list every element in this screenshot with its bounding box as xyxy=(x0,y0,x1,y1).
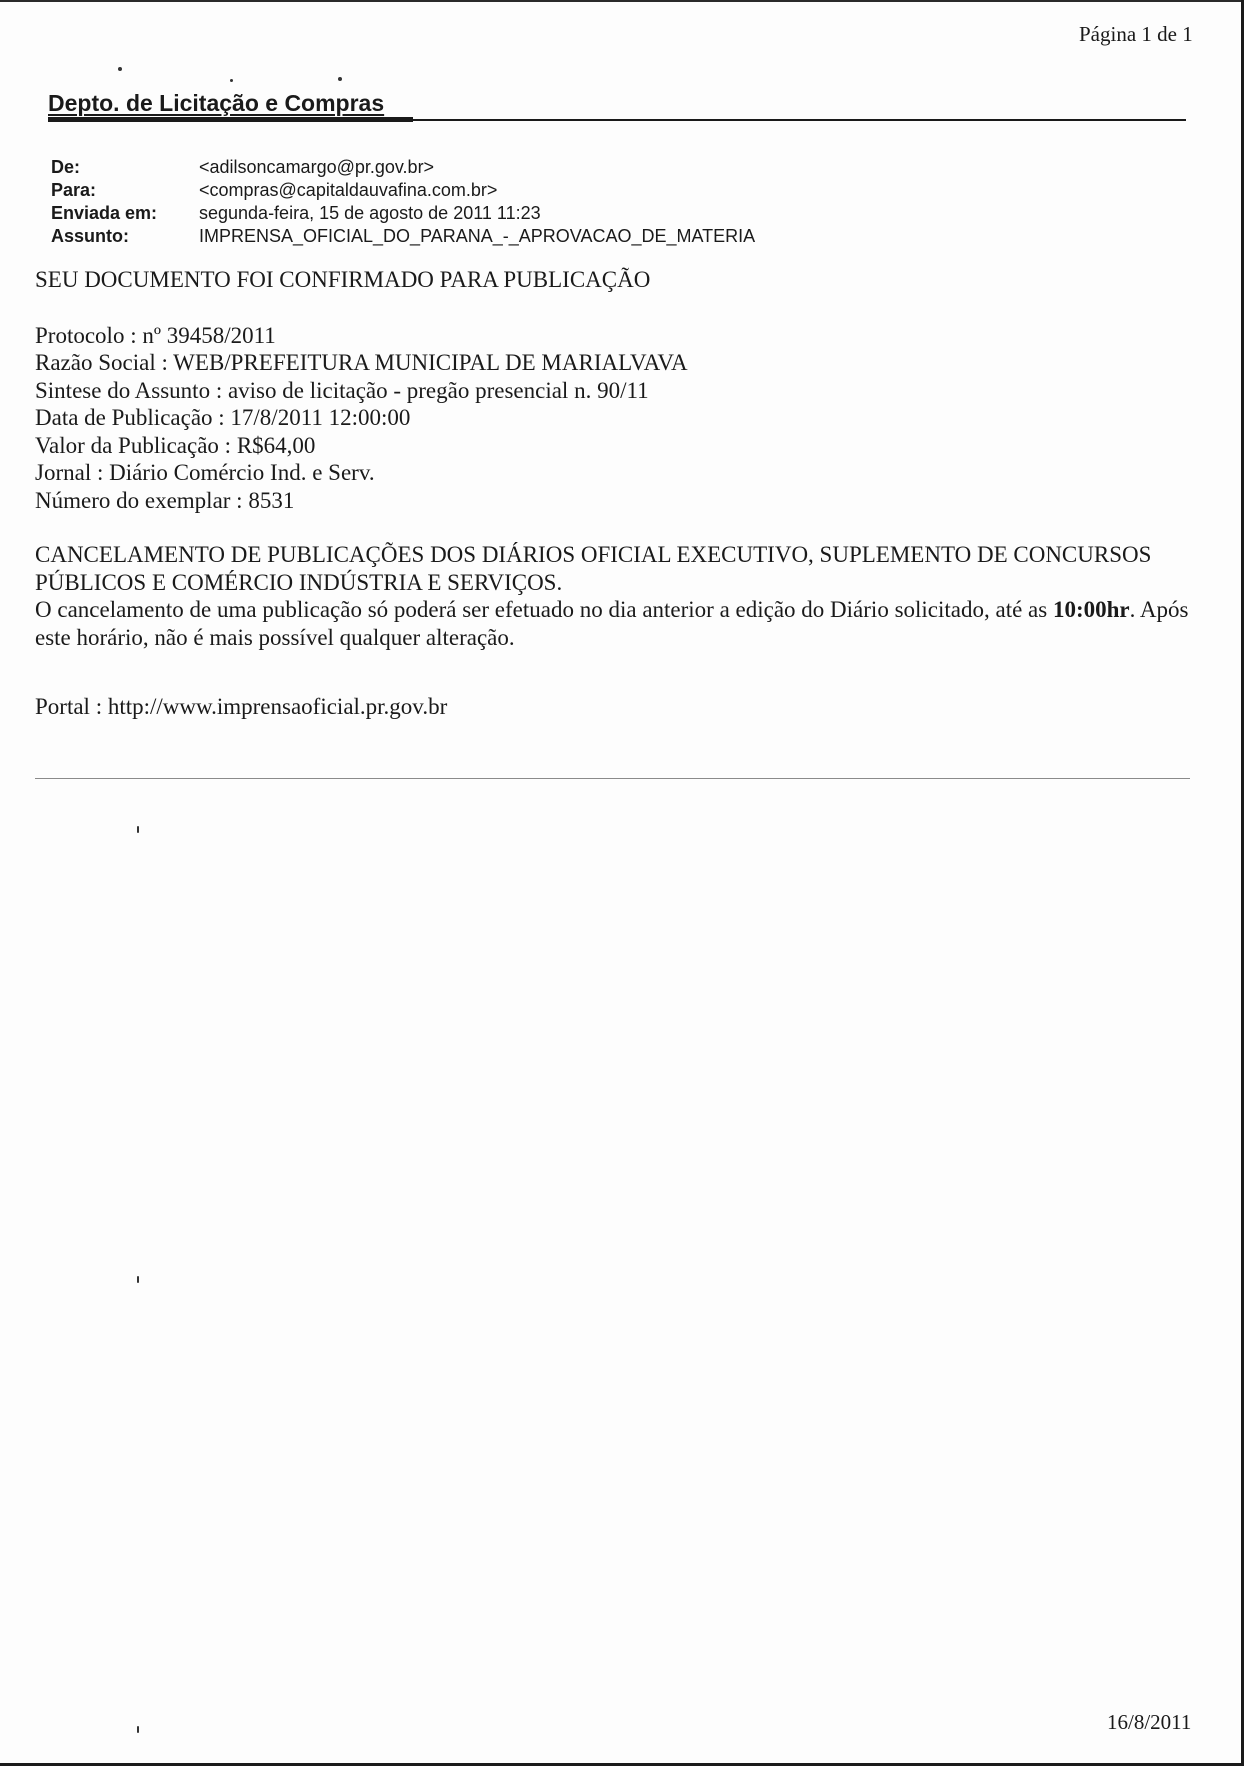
header-rule xyxy=(48,119,1186,121)
portal-link[interactable]: Portal : http://www.imprensaoficial.pr.gov.br xyxy=(35,694,448,719)
scan-speck xyxy=(230,79,233,82)
cancellation-heading: CANCELAMENTO DE PUBLICAÇÕES DOS DIÁRIOS OFICIAL EXECUTIVO, SUPLEMENTO DE CONCURSOS PÚBLICOS E COMÉRCIO INDÚSTRIA E SERVIÇOS. xyxy=(35,542,1152,595)
subject-value: IMPRENSA_OFICIAL_DO_PARANA_-_APROVACAO_DE_MATERIA xyxy=(199,226,756,246)
to-label: Para: xyxy=(51,180,97,200)
confirmation-headline: SEU DOCUMENTO FOI CONFIRMADO PARA PUBLICAÇÃO xyxy=(35,267,651,292)
to-value: <compras@capitaldauvafina.com.br> xyxy=(199,180,498,200)
header-title: Depto. de Licitação e Compras xyxy=(48,90,385,116)
cancellation-deadline: 10:00hr xyxy=(1052,597,1130,622)
from-label: De: xyxy=(51,157,81,177)
page-number: Página 1 de 1 xyxy=(1079,22,1193,46)
detail-company: Razão Social : WEB/PREFEITURA MUNICIPAL DE MARIALVAVA xyxy=(35,350,688,375)
cancellation-text xyxy=(35,596,1205,651)
detail-newspaper: Jornal : Diário Comércio Ind. e Serv. xyxy=(35,460,375,485)
scan-speck xyxy=(137,1276,139,1283)
cancellation-notice xyxy=(35,541,1205,651)
scan-speck xyxy=(137,1726,139,1733)
sent-value: segunda-feira, 15 de agosto de 2011 11:23 xyxy=(199,203,541,223)
scan-edge-top xyxy=(0,0,1244,2)
footer-rule xyxy=(35,778,1190,779)
cancellation-text-after: . Após este horário, não é mais possível qualquer alteração. xyxy=(35,597,1189,650)
to-row xyxy=(51,179,755,202)
detail-publication-value: Valor da Publicação : R$64,00 xyxy=(35,432,316,458)
detail-protocol: Protocolo : nº 39458/2011 xyxy=(35,322,276,348)
detail-subject: Sintese do Assunto : aviso de licitação - pregão presencial n. 90/11 xyxy=(35,377,649,403)
sent-label: Enviada em: xyxy=(51,203,158,223)
scan-speck xyxy=(338,77,342,81)
print-date: 16/8/2011 xyxy=(1107,1710,1192,1734)
scan-speck xyxy=(118,67,122,71)
email-metadata xyxy=(51,156,755,248)
detail-publication-date: Data de Publicação : 17/8/2011 12:00:00 xyxy=(35,405,411,430)
from-value: <adilsoncamargo@pr.gov.br> xyxy=(199,157,435,177)
from-row xyxy=(51,156,755,179)
publication-details xyxy=(35,322,1205,515)
sent-row xyxy=(51,202,755,225)
scan-speck xyxy=(137,826,139,833)
cancellation-text-before: O cancelamento de uma publicação só poderá ser efetuado no dia anterior a edição do Diário solicitado, até as xyxy=(35,597,1053,622)
subject-label: Assunto: xyxy=(51,226,129,246)
detail-issue-number: Número do exemplar : 8531 xyxy=(35,487,295,513)
subject-row xyxy=(51,225,755,248)
email-body xyxy=(35,266,1205,721)
